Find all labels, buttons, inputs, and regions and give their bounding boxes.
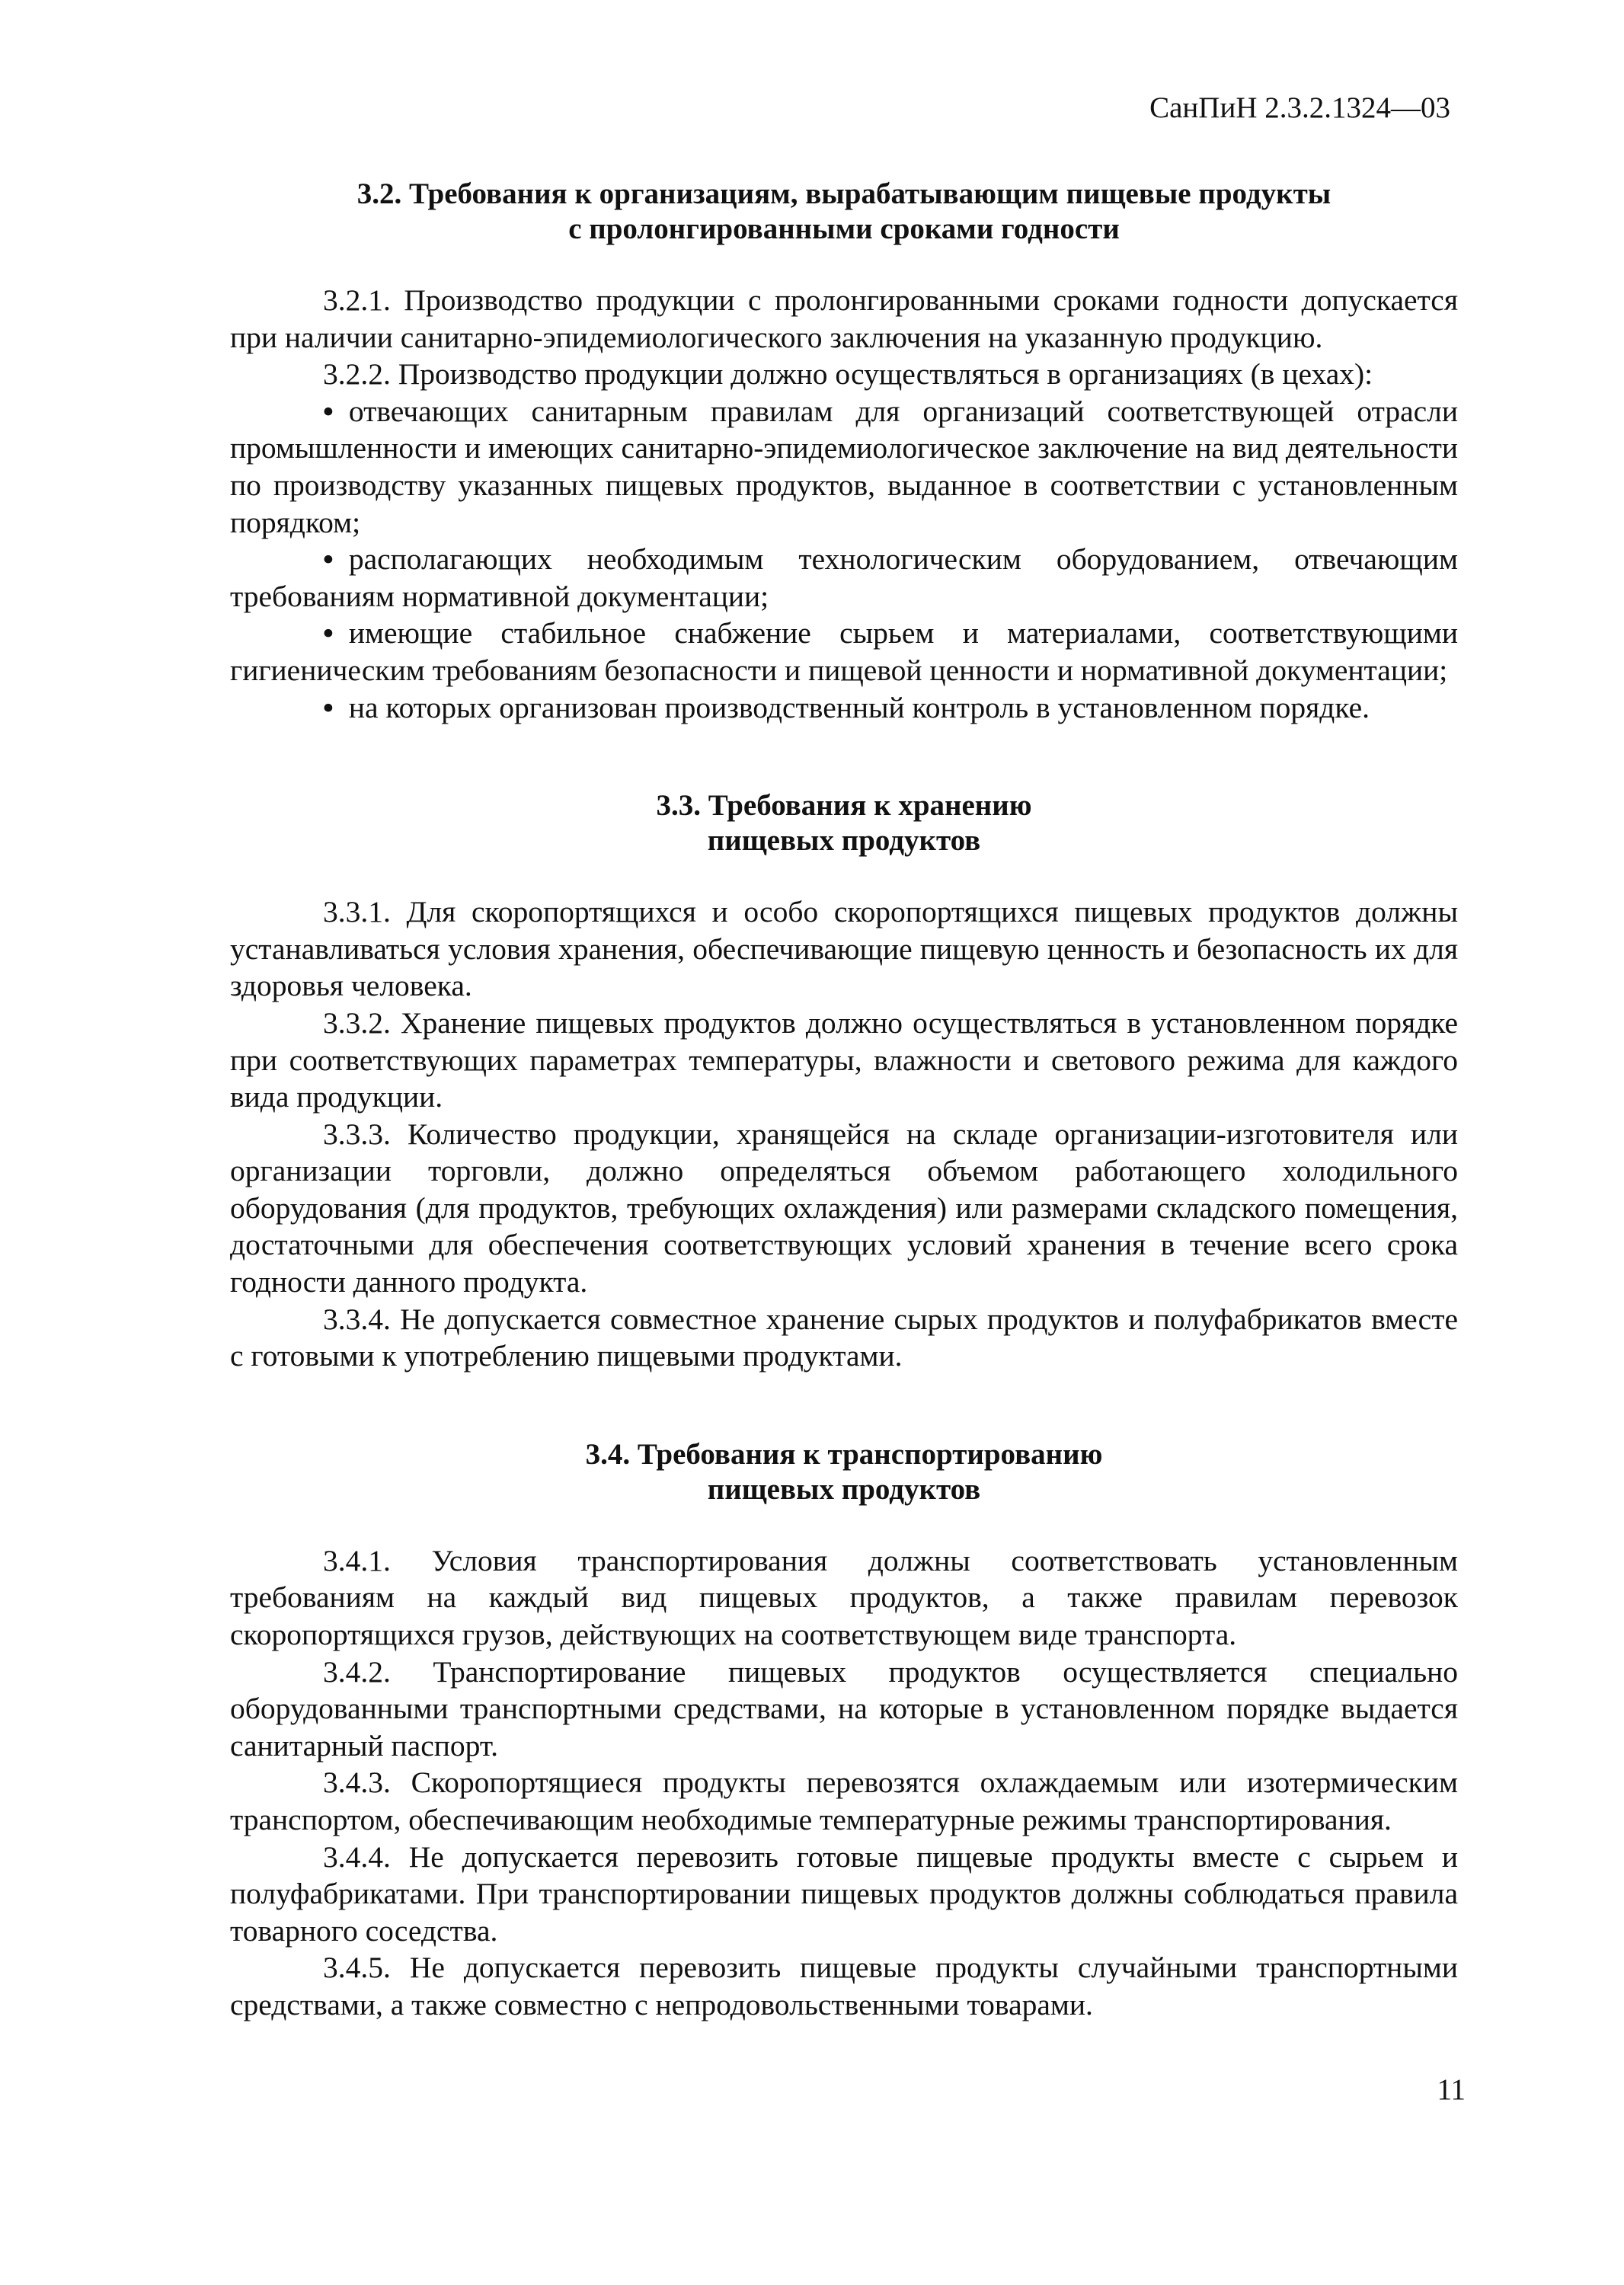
section-title-line: 3.3. Требования к хранению — [656, 789, 1032, 823]
running-header: СанПиН 2.3.2.1324—03 — [1149, 91, 1450, 124]
paragraph-3-3-3: 3.3.3. Количество продукции, хранящейся на складе организации-изготовителя или организации торговли, должно определяться объемом работающего холодильного оборудования (для продуктов, требующих охлаждения) или размерами складского помещения, достаточными для обеспечения соответствующих условий хранения в течение всего срока годности данного продукта. — [230, 1117, 1458, 1299]
section-3-3 — [230, 788, 1458, 1375]
paragraph-3-4-3: 3.4.3. Скоропортящиеся продукты перевозятся охлаждаемым или изотермическим транспортом, обеспечивающим необходимые температурные режимы транспортирования. — [230, 1766, 1458, 1836]
section-spacer — [230, 1375, 1458, 1437]
section-title — [230, 1437, 1458, 1507]
bullet-text: на которых организован производственный контроль в установленном порядке. — [348, 690, 1370, 724]
bullet-item — [230, 393, 1458, 541]
section-spacer — [230, 726, 1458, 788]
paragraph-3-2-2: 3.2.2. Производство продукции должно осуществляться в организациях (в цехах): — [323, 357, 1373, 391]
section-title — [230, 788, 1458, 858]
paragraph-3-4-2: 3.4.2. Транспортирование пищевых продуктов осуществляется специально оборудованными транспортными средствами, на которые в установленном порядке выдается санитарный паспорт. — [230, 1654, 1458, 1762]
section-3-4 — [230, 1437, 1458, 2024]
bullet-item — [230, 541, 1458, 615]
section-3-2 — [230, 177, 1458, 726]
bullet-text: располагающих необходимым технологическим оборудованием, отвечающим требованиям нормативной документации; — [230, 542, 1458, 613]
section-title-line: 3.2. Требования к организациям, вырабатывающим пищевые продукты — [356, 177, 1331, 210]
bullet-text: отвечающих санитарным правилам для организаций соответствующей отрасли промышленности и имеющих санитарно-эпидемиологическое заключение на вид деятельности по производству указанных пищевых продуктов, выданное в соответствии с установленным порядком; — [230, 394, 1458, 539]
bullet-icon: • — [323, 394, 334, 428]
paragraph-3-2-1: 3.2.1. Производство продукции с пролонгированными сроками годности допускается при наличии санитарно-эпидемиологического заключения на указанную продукцию. — [230, 283, 1458, 354]
bullet-item — [230, 615, 1458, 689]
bullet-item — [230, 689, 1458, 727]
section-title-line: пищевых продуктов — [707, 824, 981, 858]
section-title — [230, 177, 1458, 247]
page-content — [230, 177, 1458, 2024]
section-title-line: 3.4. Требования к транспортированию — [585, 1437, 1103, 1471]
section-title-line: пищевых продуктов — [707, 1472, 981, 1506]
paragraph-3-3-2: 3.3.2. Хранение пищевых продуктов должно осуществляться в установленном порядке при соответствующих параметрах температуры, влажности и светового режима для каждого вида продукции. — [230, 1005, 1458, 1114]
section-title-line: с пролонгированными сроками годности — [568, 213, 1120, 245]
paragraph-3-4-4: 3.4.4. Не допускается перевозить готовые пищевые продукты вместе с сырьем и полуфабрикатами. При транспортировании пищевых продуктов должны соблюдаться правила товарного соседства. — [230, 1839, 1458, 1948]
paragraph-3-3-4: 3.3.4. Не допускается совместное хранение сырых продуктов и полуфабрикатов вместе с готовыми к употреблению пищевыми продуктами. — [230, 1302, 1458, 1373]
paragraph-3-4-5: 3.4.5. Не допускается перевозить пищевые продукты случайными транспортными средствами, а также совместно с непродовольственными товарами. — [230, 1951, 1458, 2021]
bullet-icon: • — [323, 690, 334, 724]
bullet-text: имеющие стабильное снабжение сырьем и материалами, соответствующими гигиеническим требованиям безопасности и пищевой ценности и нормативной документации; — [230, 616, 1458, 687]
page-number: 11 — [1437, 2073, 1466, 2106]
bullet-icon: • — [323, 616, 334, 650]
paragraph-3-3-1: 3.3.1. Для скоропортящихся и особо скоропортящихся пищевых продуктов должны устанавливаться условия хранения, обеспечивающие пищевую ценность и безопасность их для здоровья человека. — [230, 895, 1458, 1003]
bullet-icon: • — [323, 542, 334, 577]
paragraph-3-4-1: 3.4.1. Условия транспортирования должны соответствовать установленным требованиям на каждый вид пищевых продуктов, а также правилам перевозок скоропортящихся грузов, действующих на соответствующем виде транспорта. — [230, 1543, 1458, 1652]
